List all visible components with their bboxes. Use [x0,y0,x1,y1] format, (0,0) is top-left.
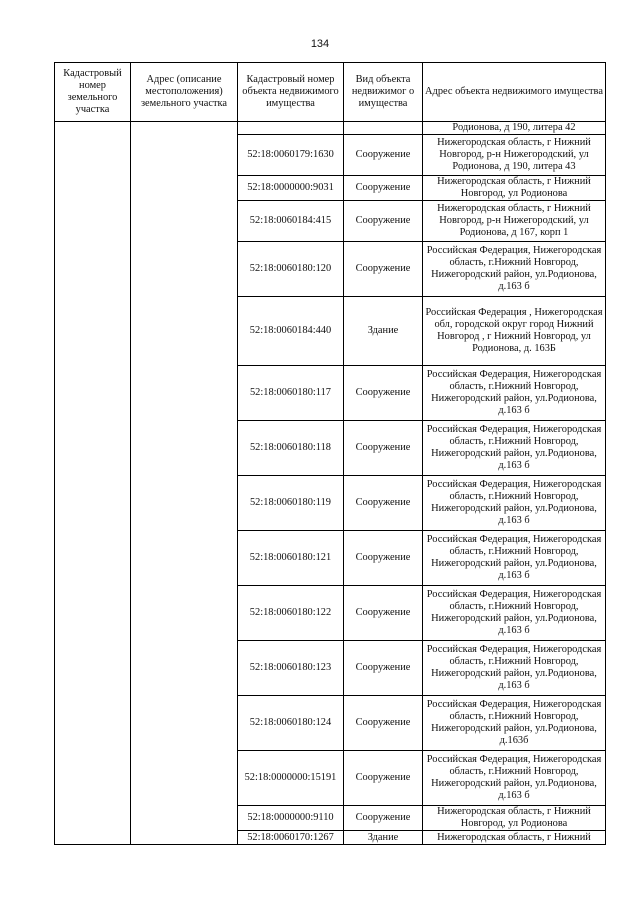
table-header-row [55,63,606,122]
table-row [55,366,606,421]
land-cadastral-cell [55,297,131,366]
object-address-cell: Российская Федерация, Нижегородская область, г.Нижний Новгород, Нижегородский район, ул.Родионова, д.163 б [423,421,606,476]
table-row [55,176,606,201]
object-address-cell: Нижегородская область, г Нижний Новгород, ул Родионова [423,176,606,201]
object-cadastral-cell: 52:18:0060184:415 [238,201,344,242]
object-type-cell: Сооружение [344,421,423,476]
object-address-cell: Нижегородская область, г Нижний Новгород, р-н Нижегородский, ул Родионова, д 167, корп 1 [423,201,606,242]
land-cadastral-cell [55,366,131,421]
land-cadastral-cell [55,242,131,297]
object-type-cell: Сооружение [344,806,423,831]
table-row [55,135,606,176]
object-address-cell: Российская Федерация , Нижегородская обл, городской округ город Нижний Новгород , г Нижний Новгород, ул Родионова, д. 163Б [423,297,606,366]
object-address-cell: Российская Федерация, Нижегородская область, г.Нижний Новгород, Нижегородский район, ул.Родионова, д.163 б [423,242,606,297]
object-cadastral-cell: 52:18:0060170:1267 [238,831,344,845]
object-type-cell: Сооружение [344,176,423,201]
table-body [55,122,606,845]
object-address-cell: Нижегородская область, г Нижний Новгород, р-н Нижегородский, ул Родионова, д 190, литера 43 [423,135,606,176]
object-cadastral-cell: 52:18:0060180:122 [238,586,344,641]
land-address-cell [131,476,238,531]
object-address-cell: Российская Федерация, Нижегородская область, г.Нижний Новгород, Нижегородский район, ул.Родионова, д.163 б [423,366,606,421]
object-address-cell: Родионова, д 190, литера 42 [423,122,606,135]
table-row [55,421,606,476]
object-address-cell: Российская Федерация, Нижегородская область, г.Нижний Новгород, Нижегородский район, ул.Родионова, д.163 б [423,586,606,641]
object-type-cell: Сооружение [344,476,423,531]
table-row [55,696,606,751]
object-cadastral-cell: 52:18:0060179:1630 [238,135,344,176]
land-cadastral-cell [55,421,131,476]
land-address-cell [131,831,238,845]
object-address-cell: Российская Федерация, Нижегородская область, г.Нижний Новгород, Нижегородский район, ул.Родионова, д.163 б [423,641,606,696]
land-cadastral-cell [55,531,131,586]
object-type-cell: Сооружение [344,586,423,641]
land-cadastral-cell [55,176,131,201]
object-cadastral-cell: 52:18:0060180:117 [238,366,344,421]
object-address-cell: Российская Федерация, Нижегородская область, г.Нижний Новгород, Нижегородский район, ул.Родионова, д.163 б [423,476,606,531]
object-cadastral-cell: 52:18:0060180:119 [238,476,344,531]
object-address-cell: Российская Федерация, Нижегородская область, г.Нижний Новгород, Нижегородский район, ул.Родионова, д.163 б [423,751,606,806]
object-cadastral-cell: 52:18:0060180:123 [238,641,344,696]
object-type-cell: Здание [344,297,423,366]
table-row [55,831,606,845]
object-type-cell: Сооружение [344,696,423,751]
table-row [55,531,606,586]
table-row [55,242,606,297]
land-address-cell [131,586,238,641]
object-type-cell: Сооружение [344,751,423,806]
land-address-cell [131,806,238,831]
land-address-cell [131,421,238,476]
table-row [55,751,606,806]
object-cadastral-cell: 52:18:0000000:9110 [238,806,344,831]
table-row [55,806,606,831]
object-address-cell: Нижегородская область, г Нижний Новгород, ул Родионова [423,806,606,831]
land-address-cell [131,297,238,366]
object-cadastral-cell: 52:18:0000000:9031 [238,176,344,201]
land-cadastral-cell [55,122,131,135]
land-address-cell [131,176,238,201]
land-cadastral-cell [55,806,131,831]
object-type-cell: Сооружение [344,242,423,297]
header-land-cadastral: Кадастровый номер земельного участка [55,63,131,122]
header-object-type: Вид объекта недвижимог о имущества [344,63,423,122]
land-address-cell [131,366,238,421]
land-cadastral-cell [55,641,131,696]
object-address-cell: Российская Федерация, Нижегородская область, г.Нижний Новгород, Нижегородский район, ул.Родионова, д.163б [423,696,606,751]
land-address-cell [131,641,238,696]
object-type-cell: Сооружение [344,135,423,176]
land-address-cell [131,531,238,586]
object-cadastral-cell: 52:18:0060180:121 [238,531,344,586]
table-row [55,641,606,696]
object-address-cell: Российская Федерация, Нижегородская область, г.Нижний Новгород, Нижегородский район, ул.Родионова, д.163 б [423,531,606,586]
land-cadastral-cell [55,201,131,242]
object-type-cell: Сооружение [344,641,423,696]
land-cadastral-cell [55,696,131,751]
land-address-cell [131,751,238,806]
table-row [55,476,606,531]
header-object-cadastral: Кадастровый номер объекта недвижимого имущества [238,63,344,122]
land-cadastral-cell [55,586,131,641]
header-land-address: Адрес (описание местоположения) земельного участка [131,63,238,122]
object-cadastral-cell: 52:18:0000000:15191 [238,751,344,806]
property-table [54,62,606,845]
object-type-cell: Здание [344,831,423,845]
object-cadastral-cell [238,122,344,135]
table-row [55,586,606,641]
object-type-cell [344,122,423,135]
object-address-cell: Нижегородская область, г Нижний [423,831,606,845]
object-cadastral-cell: 52:18:0060180:118 [238,421,344,476]
land-cadastral-cell [55,751,131,806]
object-type-cell: Сооружение [344,366,423,421]
object-cadastral-cell: 52:18:0060180:120 [238,242,344,297]
object-type-cell: Сооружение [344,531,423,586]
header-object-address: Адрес объекта недвижимого имущества [423,63,606,122]
land-cadastral-cell [55,135,131,176]
land-cadastral-cell [55,476,131,531]
land-address-cell [131,135,238,176]
object-cadastral-cell: 52:18:0060180:124 [238,696,344,751]
object-type-cell: Сооружение [344,201,423,242]
table-row [55,297,606,366]
land-address-cell [131,696,238,751]
table-row [55,201,606,242]
land-address-cell [131,122,238,135]
land-cadastral-cell [55,831,131,845]
land-address-cell [131,201,238,242]
object-cadastral-cell: 52:18:0060184:440 [238,297,344,366]
land-address-cell [131,242,238,297]
page-number: 134 [310,38,330,50]
table-row [55,122,606,135]
